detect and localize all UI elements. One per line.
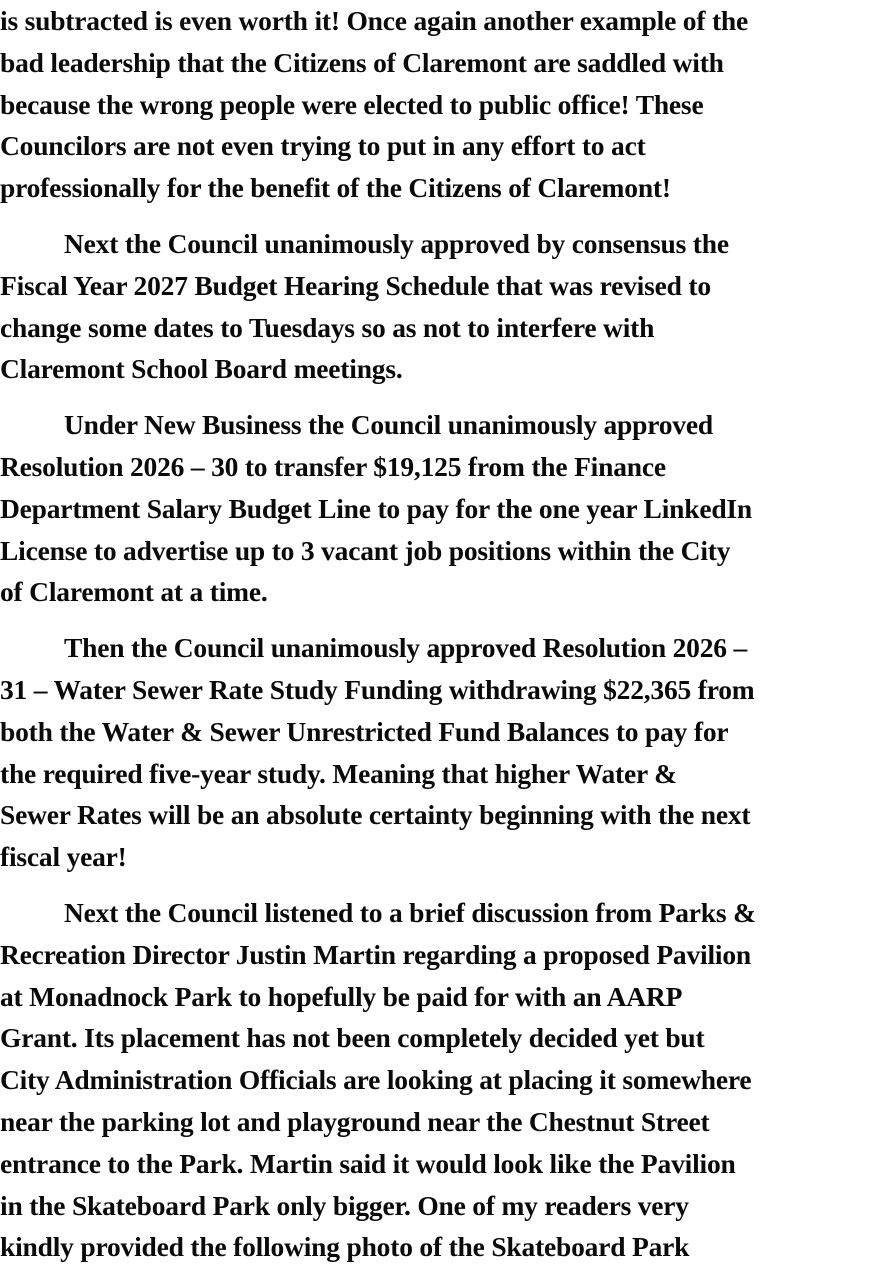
text-line: near the parking lot and playground near the Chestnut Street — [0, 1105, 710, 1137]
paragraph-resolution-2026-31 — [0, 627, 880, 878]
text-line: Resolution 2026 – 30 to transfer $19,125 from the Finance — [0, 450, 666, 482]
text-line: Under New Business the Council unanimously approved — [64, 409, 713, 441]
paragraph-spacer — [0, 613, 880, 627]
text-line: of Claremont at a time. — [0, 576, 268, 608]
text-line: fiscal year! — [0, 841, 127, 873]
text-line: entrance to the Park. Martin said it would look like the Pavilion — [0, 1147, 736, 1179]
text-line: Department Salary Budget Line to pay for the one year LinkedIn — [0, 492, 753, 524]
text-line: Recreation Director Justin Martin regarding a proposed Pavilion — [0, 938, 751, 970]
text-line: City Administration Officials are looking at placing it somewhere — [0, 1064, 752, 1096]
paragraph-resolution-2026-30 — [0, 404, 880, 613]
paragraph-budget-hearing-schedule — [0, 223, 880, 390]
text-line: Next the Council listened to a brief discussion from Parks & — [64, 896, 756, 928]
paragraph-spacer — [0, 209, 880, 223]
paragraph-leadership-criticism — [0, 0, 880, 209]
text-line: Sewer Rates will be an absolute certainty beginning with the next — [0, 799, 751, 831]
text-line: kindly provided the following photo of the Skateboard Park — [0, 1231, 690, 1263]
text-line: Claremont School Board meetings. — [0, 353, 403, 385]
text-line: Fiscal Year 2027 Budget Hearing Schedule that was revised to — [0, 269, 711, 301]
text-line: bad leadership that the Citizens of Claremont are saddled with — [0, 46, 724, 78]
text-line: professionally for the benefit of the Citizens of Claremont! — [0, 172, 671, 204]
paragraph-monadnock-pavilion — [0, 892, 880, 1268]
text-line: Grant. Its placement has not been completely decided yet but — [0, 1022, 705, 1054]
text-line: at Monadnock Park to hopefully be paid for with an AARP — [0, 980, 683, 1012]
text-line: the required five-year study. Meaning that higher Water & — [0, 757, 677, 789]
text-line: because the wrong people were elected to public office! These — [0, 88, 704, 120]
text-line: License to advertise up to 3 vacant job positions within the City — [0, 534, 731, 566]
text-line: Next the Council unanimously approved by consensus the — [64, 227, 729, 259]
text-line: Then the Council unanimously approved Resolution 2026 – — [64, 632, 748, 664]
text-line: change some dates to Tuesdays so as not to interfere with — [0, 311, 655, 343]
paragraph-spacer — [0, 878, 880, 892]
text-line: 31 – Water Sewer Rate Study Funding withdrawing $22,365 from — [0, 673, 755, 705]
text-line: both the Water & Sewer Unrestricted Fund Balances to pay for — [0, 715, 729, 747]
text-line: is subtracted is even worth it! Once again another example of the — [0, 5, 749, 36]
paragraph-spacer — [0, 390, 880, 404]
text-line: Councilors are not even trying to put in any effort to act — [0, 130, 646, 162]
text-line: in the Skateboard Park only bigger. One of my readers very — [0, 1189, 689, 1221]
